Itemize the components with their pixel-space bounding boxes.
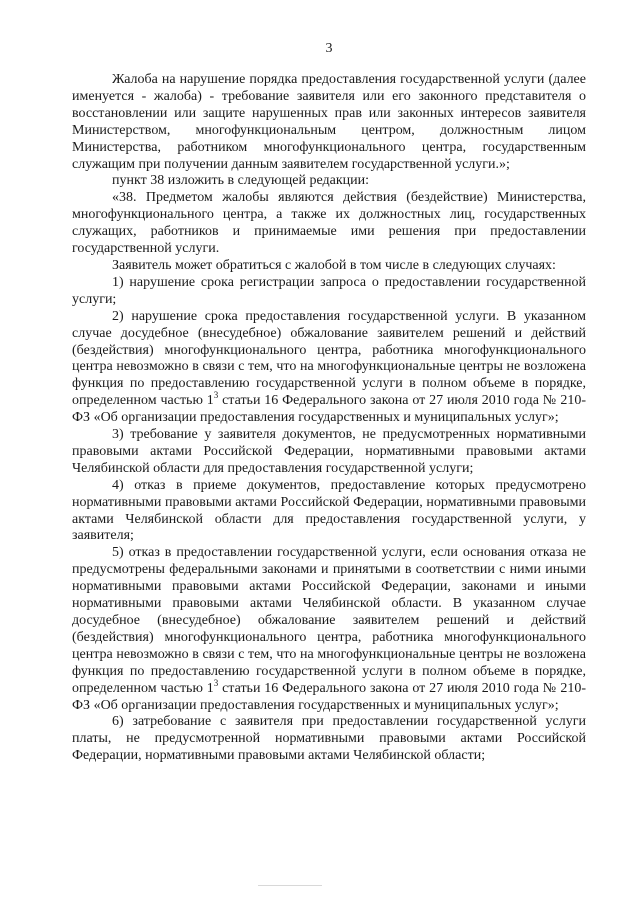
- paragraph-complaint-definition: Жалоба на нарушение порядка предоставления государственной услуги (далее именуется - жалоба) - требование заявителя или его законного представителя о восстановлении или защите нарушенных прав или законных интересов заявителя Министерством, многофункциональным центром, должностным лицом Министерства, работником многофункционального центра, государственным служащим при получении данным заявителем государственной услуги.»;: [72, 72, 586, 172]
- paragraph-case-4: 4) отказ в приеме документов, предоставление которых предусмотрено нормативными правовыми актами Российской Федерации, нормативными правовыми актами Челябинской области для предоставления государственной услуги, у заявителя;: [72, 477, 586, 544]
- page-number: 3: [325, 41, 333, 56]
- case-5-superscript: 3: [213, 677, 219, 688]
- paragraph-case-6: 6) затребование с заявителя при предоставлении государственной услуги платы, не предусмотренной нормативными правовыми актами Российской Федерации, нормативными правовыми актами Челябинской области;: [72, 714, 586, 764]
- footer-divider: [258, 885, 322, 886]
- paragraph-case-1: 1) нарушение срока регистрации запроса о предоставлении государственной услуги;: [72, 274, 586, 307]
- paragraph-case-5: [72, 545, 586, 714]
- paragraph-case-2: [72, 309, 586, 427]
- case-5-text: 5) отказ в предоставлении государственной услуги, если основания отказа не предусмотрены федеральными законами и принятыми в соответствии с ними иными нормативными правовыми актами Российской Федерации, законами и иными нормативными правовыми актами Челябинской области. В указанном случае досудебное (внесудебное) обжалование заявителем решений и действий (бездействия) многофункционального центра, работника многофункционального центра невозможно в связи с тем, что на многофункциональные центры не возложена функция по предоставлению государственной услуги в полном объеме в порядке, определенном частью 1: [72, 545, 586, 696]
- case-2-text: 2) нарушение срока предоставления государственной услуги. В указанном случае досудебное (внесудебное) обжалование заявителем решений и действий (бездействия) многофункционального центра, работника многофункционального центра невозможно в связи с тем, что на многофункциональные центры не возложена функция по предоставлению государственной услуги в полном объеме в порядке, определенном частью 1: [72, 308, 586, 409]
- paragraph-cases-intro: Заявитель может обратиться с жалобой в том числе в следующих случаях:: [112, 257, 556, 273]
- paragraph-case-3: 3) требование у заявителя документов, не предусмотренных нормативными правовыми актами Российской Федерации, нормативными правовыми актами Челябинской области для предоставления государственной услуги;: [72, 427, 586, 476]
- case-5-text-end: статьи 16 Федерального закона от 27 июля 2010 года № 210-ФЗ «Об организации предоставления государственных и муниципальных услуг»;: [72, 680, 586, 713]
- case-2-superscript: 3: [213, 390, 219, 401]
- paragraph-item-38-instruction: пункт 38 изложить в следующей редакции:: [112, 173, 369, 189]
- paragraph-item-38-subject: «38. Предметом жалобы являются действия (бездействие) Министерства, многофункционального центра, а также их должностных лиц, государственных служащих, работников и принимаемые ими решения при предоставлении государственной услуги.: [72, 190, 586, 257]
- case-2-text-end: статьи 16 Федерального закона от 27 июля 2010 года № 210-ФЗ «Об организации предоставления государственных и муниципальных услуг»;: [72, 393, 586, 426]
